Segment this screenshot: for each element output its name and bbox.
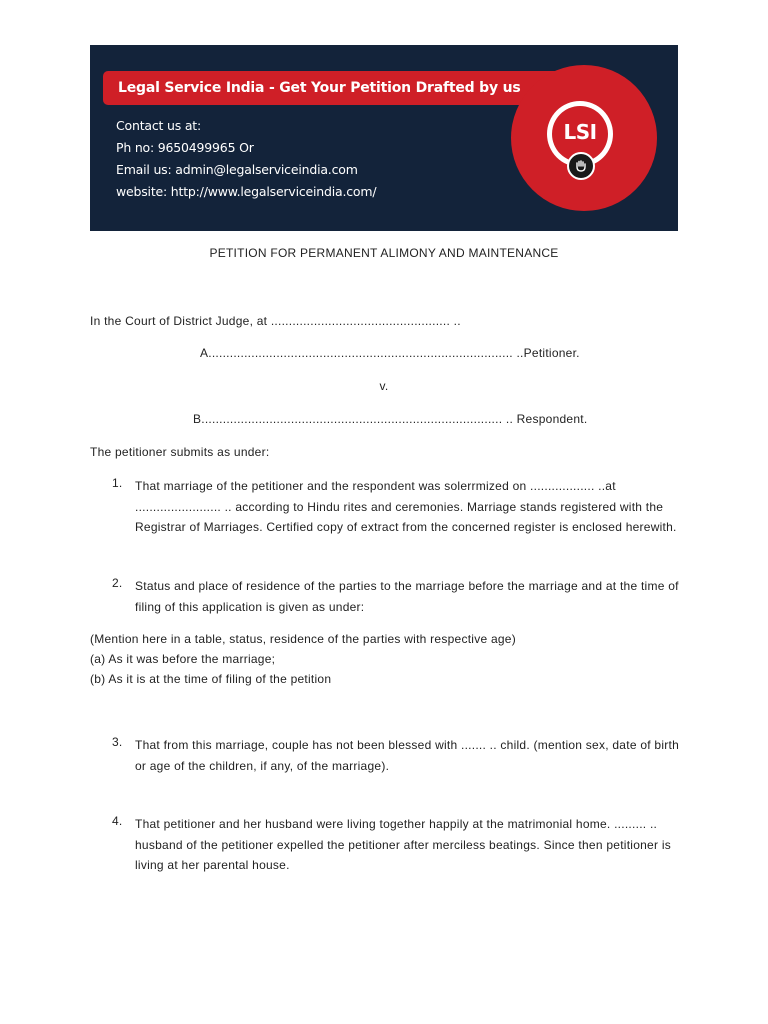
petitioner-line: A..................................................................................... ..Petitioner. <box>200 346 580 360</box>
respondent-line: B.................................................................................... .. Respondent. <box>193 412 588 426</box>
list-item-number: 3. <box>112 735 123 749</box>
logo-text: LSI <box>563 120 597 144</box>
court-line: In the Court of District Judge, at .................................................. .. <box>90 314 461 328</box>
table-note <box>90 629 516 689</box>
banner-title: Legal Service India - Get Your Petition Drafted by us <box>118 80 521 96</box>
list-item-number: 2. <box>112 576 123 590</box>
contact-heading: Contact us at: <box>116 118 201 133</box>
contact-email[interactable]: Email us: admin@legalserviceindia.com <box>116 162 358 177</box>
intro-line: The petitioner submits as under: <box>90 445 270 459</box>
contact-phone: Ph no: 9650499965 Or <box>116 140 254 155</box>
list-item-text: Status and place of residence of the parties to the marriage before the marriage and at the time of filing of this application is given as under: <box>135 579 679 614</box>
list-item-number: 4. <box>112 814 123 828</box>
list-item-text: That petitioner and her husband were living together happily at the matrimonial home. ......... .. husband of the petitioner expelled the petitioner after merciless beatings. Since then petitioner is living at her parental house. <box>135 817 671 872</box>
versus-line: v. <box>379 379 389 393</box>
raised-hand-icon <box>567 152 595 180</box>
list-item-text: That marriage of the petitioner and the respondent was solerrmized on .................. ..at ........................ .. according to Hindu rites and ceremonies. Marriage stands registered with the Registrar of Marriages. Certified copy of extract from the concerned register is enclosed herewith. <box>135 479 677 534</box>
document-title: PETITION FOR PERMANENT ALIMONY AND MAINTENANCE <box>209 246 559 260</box>
note-line: (a) As it was before the marriage; <box>90 652 276 666</box>
contact-info <box>116 115 376 203</box>
note-line: (Mention here in a table, status, residence of the parties with respective age) <box>90 632 516 646</box>
list-item-text: That from this marriage, couple has not been blessed with ....... .. child. (mention sex, date of birth or age of the children, if any, of the marriage). <box>135 738 680 773</box>
list-item-number: 1. <box>112 476 123 490</box>
contact-website[interactable]: website: http://www.legalserviceindia.com/ <box>116 184 377 199</box>
note-line: (b) As it is at the time of filing of the petition <box>90 672 332 686</box>
advertisement-banner[interactable] <box>90 45 678 231</box>
